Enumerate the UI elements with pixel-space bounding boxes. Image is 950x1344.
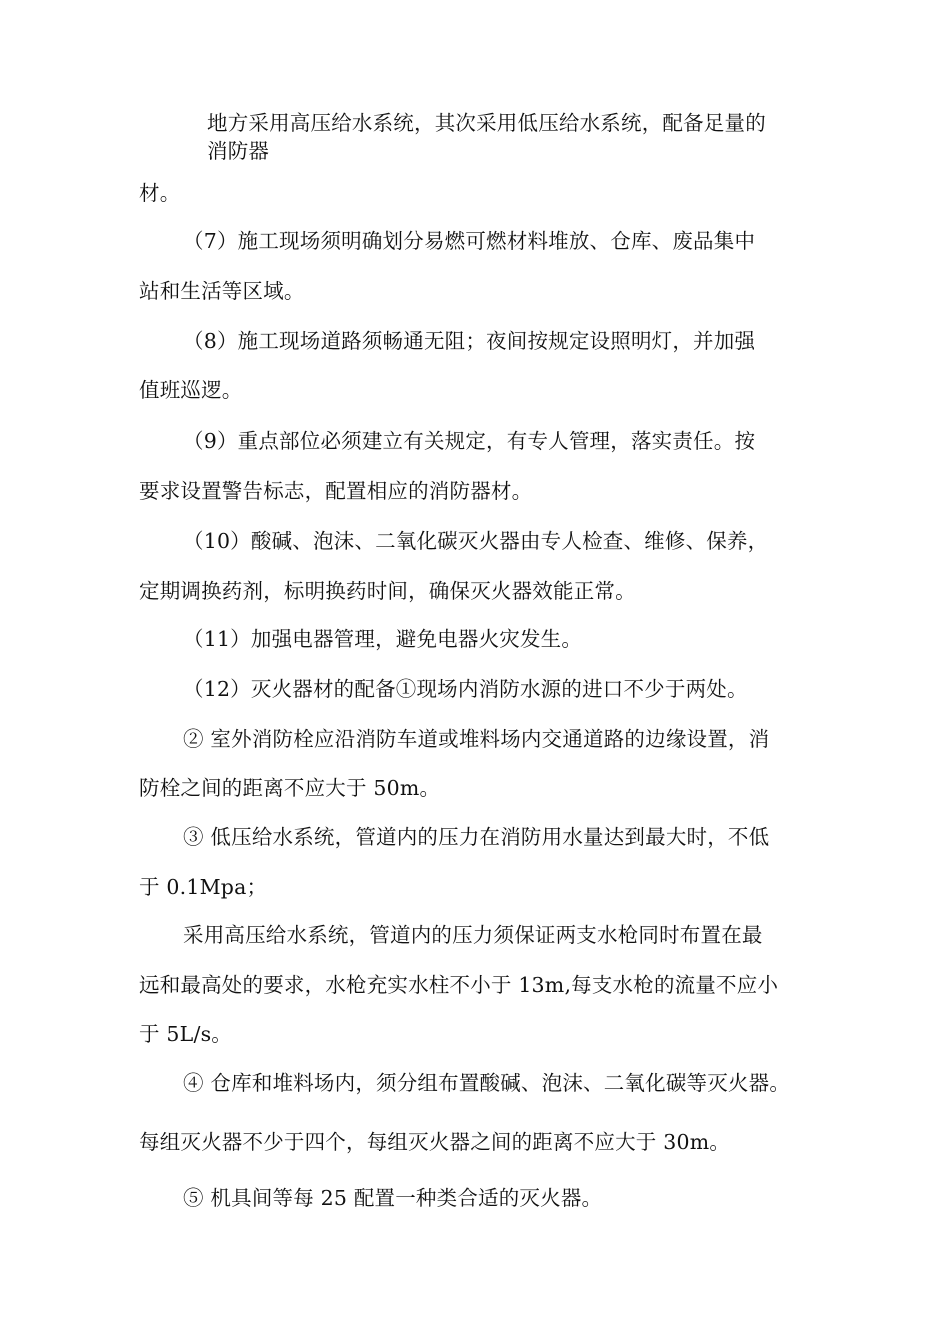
text-line: 地方采用高压给水系统，其次采用低压给水系统，配备足量的 bbox=[207, 111, 766, 135]
text-line: 材。 bbox=[139, 181, 181, 205]
text-line: （9）重点部位必须建立有关规定，有专人管理，落实责任。按 bbox=[183, 429, 756, 453]
text-line: 站和生活等区域。 bbox=[139, 279, 305, 303]
text-line: 定期调换药剂，标明换药时间，确保灭火器效能正常。 bbox=[139, 579, 636, 603]
text-line: （12）灭火器材的配备①现场内消防水源的进口不少于两处。 bbox=[183, 677, 748, 701]
text-line: （7）施工现场须明确划分易燃可燃材料堆放、仓库、废品集中 bbox=[183, 229, 756, 253]
text-line: 防栓之间的距离不应大于 50m。 bbox=[139, 776, 441, 800]
text-line: 要求设置警告标志，配置相应的消防器材。 bbox=[139, 479, 533, 503]
text-line: 远和最高处的要求，水枪充实水柱不小于 13m,每支水枪的流量不应小 bbox=[139, 973, 779, 997]
text-line: 消防器 bbox=[207, 139, 270, 163]
text-line: 于 0.1Mpa； bbox=[139, 875, 268, 899]
text-line: ④ 仓库和堆料场内，须分组布置酸碱、泡沫、二氧化碳等灭火器。 bbox=[183, 1071, 791, 1095]
text-line: （11）加强电器管理，避免电器火灾发生。 bbox=[183, 627, 583, 651]
text-line: 值班巡逻。 bbox=[139, 378, 243, 402]
text-line: ⑤ 机具间等每 25 配置一种类合适的灭火器。 bbox=[183, 1186, 603, 1210]
text-line: 每组灭火器不少于四个，每组灭火器之间的距离不应大于 30m。 bbox=[139, 1130, 731, 1154]
text-line: ② 室外消防栓应沿消防车道或堆料场内交通道路的边缘设置，消 bbox=[183, 727, 770, 751]
text-line: 采用高压给水系统，管道内的压力须保证两支水枪同时布置在最 bbox=[183, 923, 763, 947]
text-line: ③ 低压给水系统，管道内的压力在消防用水量达到最大时，不低 bbox=[183, 825, 770, 849]
text-line: 于 5L/s。 bbox=[139, 1022, 232, 1046]
text-line: （10）酸碱、泡沫、二氧化碳灭火器由专人检查、维修、保养， bbox=[183, 529, 769, 553]
text-line: （8）施工现场道路须畅通无阻；夜间按规定设照明灯，并加强 bbox=[183, 329, 756, 353]
